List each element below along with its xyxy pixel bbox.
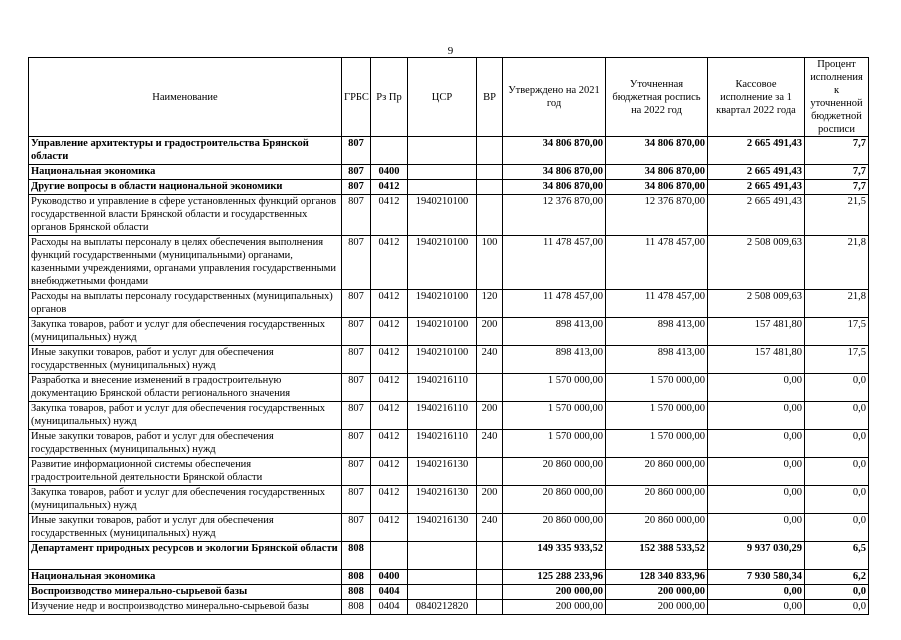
cell-name: Разработка и внесение изменений в градостроительную документацию Брянской области регионального значения — [29, 374, 342, 402]
cell-name: Закупка товаров, работ и услуг для обеспечения государственных (муниципальных) нужд — [29, 486, 342, 514]
cell-csr — [408, 570, 477, 585]
table-row — [29, 290, 869, 318]
cell-approved: 898 413,00 — [503, 318, 606, 346]
cell-grbs: 808 — [342, 600, 371, 615]
cell-rzpr: 0400 — [371, 165, 408, 180]
cell-approved: 12 376 870,00 — [503, 195, 606, 236]
cell-cash: 9 937 030,29 — [708, 542, 805, 570]
header-refined: Уточненная бюджетная роспись на 2022 год — [606, 58, 708, 137]
cell-vr: 240 — [477, 346, 503, 374]
cell-name: Руководство и управление в сфере установленных функций органов государственной власти Брянской области и государственных органов Брянской области — [29, 195, 342, 236]
cell-cash: 0,00 — [708, 458, 805, 486]
cell-csr: 1940216130 — [408, 486, 477, 514]
cell-cash: 0,00 — [708, 402, 805, 430]
cell-csr: 1940216130 — [408, 458, 477, 486]
cell-csr: 0840212820 — [408, 600, 477, 615]
cell-csr — [408, 165, 477, 180]
table-row — [29, 374, 869, 402]
cell-vr — [477, 374, 503, 402]
table-row — [29, 585, 869, 600]
cell-grbs: 807 — [342, 458, 371, 486]
cell-approved: 125 288 233,96 — [503, 570, 606, 585]
cell-cash: 2 508 009,63 — [708, 290, 805, 318]
cell-rzpr: 0412 — [371, 180, 408, 195]
cell-name: Управление архитектуры и градостроительства Брянской области — [29, 137, 342, 165]
table-row — [29, 514, 869, 542]
cell-name: Расходы на выплаты персоналу в целях обеспечения выполнения функций государственными (муниципальными) органами, казенными учреждениями, органами управления государственными внебюджетными фондами — [29, 236, 342, 290]
cell-approved: 200 000,00 — [503, 585, 606, 600]
cell-vr: 200 — [477, 486, 503, 514]
cell-rzpr: 0400 — [371, 570, 408, 585]
cell-grbs: 807 — [342, 180, 371, 195]
cell-vr: 240 — [477, 514, 503, 542]
page-number: 9 — [447, 45, 454, 57]
cell-cash: 2 508 009,63 — [708, 236, 805, 290]
cell-csr: 1940216110 — [408, 374, 477, 402]
cell-vr — [477, 542, 503, 570]
table-body — [29, 137, 869, 615]
cell-rzpr: 0412 — [371, 514, 408, 542]
cell-refined: 34 806 870,00 — [606, 137, 708, 165]
cell-rzpr — [371, 137, 408, 165]
cell-csr — [408, 137, 477, 165]
cell-percent: 0,0 — [805, 374, 869, 402]
cell-rzpr: 0412 — [371, 290, 408, 318]
cell-approved: 34 806 870,00 — [503, 137, 606, 165]
cell-csr: 1940216110 — [408, 430, 477, 458]
cell-grbs: 807 — [342, 486, 371, 514]
cell-rzpr: 0404 — [371, 585, 408, 600]
header-approved: Утверждено на 2021 год — [503, 58, 606, 137]
cell-csr: 1940210100 — [408, 236, 477, 290]
cell-grbs: 808 — [342, 570, 371, 585]
cell-rzpr: 0412 — [371, 236, 408, 290]
cell-rzpr: 0412 — [371, 402, 408, 430]
cell-approved: 149 335 933,52 — [503, 542, 606, 570]
cell-percent: 7,7 — [805, 180, 869, 195]
cell-grbs: 807 — [342, 137, 371, 165]
cell-cash: 157 481,80 — [708, 346, 805, 374]
cell-percent: 0,0 — [805, 600, 869, 615]
cell-vr — [477, 195, 503, 236]
cell-vr — [477, 165, 503, 180]
cell-name: Закупка товаров, работ и услуг для обеспечения государственных (муниципальных) нужд — [29, 318, 342, 346]
cell-grbs: 807 — [342, 346, 371, 374]
cell-refined: 898 413,00 — [606, 318, 708, 346]
cell-percent: 7,7 — [805, 165, 869, 180]
cell-name: Воспроизводство минерально-сырьевой базы — [29, 585, 342, 600]
cell-refined: 1 570 000,00 — [606, 374, 708, 402]
cell-name: Изучение недр и воспроизводство минерально-сырьевой базы — [29, 600, 342, 615]
cell-vr: 200 — [477, 318, 503, 346]
cell-name: Национальная экономика — [29, 570, 342, 585]
cell-approved: 11 478 457,00 — [503, 290, 606, 318]
cell-vr — [477, 585, 503, 600]
cell-grbs: 808 — [342, 585, 371, 600]
header-cash: Кассовое исполнение за 1 квартал 2022 года — [708, 58, 805, 137]
table-row — [29, 165, 869, 180]
cell-csr: 1940210100 — [408, 195, 477, 236]
table-row — [29, 430, 869, 458]
cell-cash: 2 665 491,43 — [708, 165, 805, 180]
cell-cash: 157 481,80 — [708, 318, 805, 346]
cell-refined: 20 860 000,00 — [606, 486, 708, 514]
cell-refined: 152 388 533,52 — [606, 542, 708, 570]
cell-rzpr: 0404 — [371, 600, 408, 615]
cell-refined: 11 478 457,00 — [606, 290, 708, 318]
cell-vr: 200 — [477, 402, 503, 430]
table-row — [29, 236, 869, 290]
cell-name: Департамент природных ресурсов и экологии Брянской области — [29, 542, 342, 570]
cell-csr: 1940216130 — [408, 514, 477, 542]
cell-percent: 21,8 — [805, 236, 869, 290]
cell-grbs: 807 — [342, 290, 371, 318]
cell-rzpr: 0412 — [371, 486, 408, 514]
cell-csr — [408, 585, 477, 600]
cell-refined: 20 860 000,00 — [606, 458, 708, 486]
cell-grbs: 807 — [342, 402, 371, 430]
cell-approved: 1 570 000,00 — [503, 374, 606, 402]
cell-percent: 0,0 — [805, 514, 869, 542]
cell-refined: 128 340 833,96 — [606, 570, 708, 585]
cell-grbs: 807 — [342, 430, 371, 458]
cell-name: Национальная экономика — [29, 165, 342, 180]
header-grbs: ГРБС — [342, 58, 371, 137]
cell-percent: 6,2 — [805, 570, 869, 585]
cell-approved: 20 860 000,00 — [503, 458, 606, 486]
cell-refined: 898 413,00 — [606, 346, 708, 374]
cell-vr: 120 — [477, 290, 503, 318]
cell-percent: 0,0 — [805, 402, 869, 430]
table-row — [29, 318, 869, 346]
cell-refined: 12 376 870,00 — [606, 195, 708, 236]
cell-cash: 7 930 580,34 — [708, 570, 805, 585]
cell-cash: 0,00 — [708, 374, 805, 402]
cell-rzpr: 0412 — [371, 458, 408, 486]
cell-grbs: 807 — [342, 195, 371, 236]
cell-rzpr: 0412 — [371, 195, 408, 236]
cell-name: Иные закупки товаров, работ и услуг для обеспечения государственных (муниципальных) нужд — [29, 514, 342, 542]
cell-csr — [408, 180, 477, 195]
cell-vr — [477, 137, 503, 165]
cell-refined: 20 860 000,00 — [606, 514, 708, 542]
table-row — [29, 137, 869, 165]
cell-approved: 34 806 870,00 — [503, 165, 606, 180]
cell-vr: 240 — [477, 430, 503, 458]
cell-approved: 898 413,00 — [503, 346, 606, 374]
cell-refined: 200 000,00 — [606, 600, 708, 615]
cell-refined: 34 806 870,00 — [606, 165, 708, 180]
cell-rzpr: 0412 — [371, 430, 408, 458]
cell-cash: 2 665 491,43 — [708, 180, 805, 195]
table-header-row — [29, 58, 869, 137]
table-row — [29, 542, 869, 570]
cell-grbs: 807 — [342, 374, 371, 402]
cell-name: Иные закупки товаров, работ и услуг для обеспечения государственных (муниципальных) нужд — [29, 346, 342, 374]
cell-vr — [477, 458, 503, 486]
cell-refined: 11 478 457,00 — [606, 236, 708, 290]
table-row — [29, 346, 869, 374]
header-percent: Процент исполнения к уточненной бюджетной росписи — [805, 58, 869, 137]
cell-refined: 1 570 000,00 — [606, 402, 708, 430]
cell-cash: 0,00 — [708, 514, 805, 542]
cell-approved: 34 806 870,00 — [503, 180, 606, 195]
cell-percent: 0,0 — [805, 486, 869, 514]
table-row — [29, 180, 869, 195]
cell-refined: 34 806 870,00 — [606, 180, 708, 195]
table-row — [29, 195, 869, 236]
cell-rzpr: 0412 — [371, 318, 408, 346]
cell-percent: 17,5 — [805, 346, 869, 374]
cell-csr — [408, 542, 477, 570]
cell-grbs: 807 — [342, 165, 371, 180]
cell-name: Закупка товаров, работ и услуг для обеспечения государственных (муниципальных) нужд — [29, 402, 342, 430]
table-row — [29, 486, 869, 514]
header-name: Наименование — [29, 58, 342, 137]
cell-approved: 1 570 000,00 — [503, 430, 606, 458]
header-csr: ЦСР — [408, 58, 477, 137]
cell-approved: 1 570 000,00 — [503, 402, 606, 430]
cell-name: Иные закупки товаров, работ и услуг для обеспечения государственных (муниципальных) нужд — [29, 430, 342, 458]
cell-rzpr — [371, 542, 408, 570]
cell-refined: 200 000,00 — [606, 585, 708, 600]
cell-cash: 2 665 491,43 — [708, 137, 805, 165]
cell-percent: 0,0 — [805, 585, 869, 600]
cell-percent: 6,5 — [805, 542, 869, 570]
cell-vr — [477, 180, 503, 195]
cell-cash: 0,00 — [708, 486, 805, 514]
table-row — [29, 458, 869, 486]
table-row — [29, 570, 869, 585]
cell-grbs: 807 — [342, 318, 371, 346]
cell-cash: 0,00 — [708, 600, 805, 615]
cell-vr — [477, 600, 503, 615]
cell-cash: 0,00 — [708, 430, 805, 458]
header-vr: ВР — [477, 58, 503, 137]
budget-execution-table — [28, 57, 869, 615]
cell-grbs: 808 — [342, 542, 371, 570]
cell-refined: 1 570 000,00 — [606, 430, 708, 458]
cell-approved: 11 478 457,00 — [503, 236, 606, 290]
table-row — [29, 402, 869, 430]
cell-percent: 17,5 — [805, 318, 869, 346]
cell-csr: 1940210100 — [408, 290, 477, 318]
cell-rzpr: 0412 — [371, 346, 408, 374]
table-row — [29, 600, 869, 615]
cell-percent: 21,8 — [805, 290, 869, 318]
cell-csr: 1940210100 — [408, 346, 477, 374]
cell-percent: 0,0 — [805, 458, 869, 486]
cell-grbs: 807 — [342, 236, 371, 290]
cell-vr — [477, 570, 503, 585]
cell-percent: 7,7 — [805, 137, 869, 165]
cell-approved: 20 860 000,00 — [503, 486, 606, 514]
cell-percent: 0,0 — [805, 430, 869, 458]
cell-csr: 1940210100 — [408, 318, 477, 346]
cell-approved: 200 000,00 — [503, 600, 606, 615]
cell-cash: 2 665 491,43 — [708, 195, 805, 236]
cell-name: Расходы на выплаты персоналу государственных (муниципальных) органов — [29, 290, 342, 318]
cell-rzpr: 0412 — [371, 374, 408, 402]
cell-approved: 20 860 000,00 — [503, 514, 606, 542]
cell-grbs: 807 — [342, 514, 371, 542]
cell-name: Развитие информационной системы обеспечения градостроительной деятельности Брянской области — [29, 458, 342, 486]
cell-percent: 21,5 — [805, 195, 869, 236]
header-rzpr: Рз Пр — [371, 58, 408, 137]
cell-cash: 0,00 — [708, 585, 805, 600]
cell-csr: 1940216110 — [408, 402, 477, 430]
cell-vr: 100 — [477, 236, 503, 290]
cell-name: Другие вопросы в области национальной экономики — [29, 180, 342, 195]
